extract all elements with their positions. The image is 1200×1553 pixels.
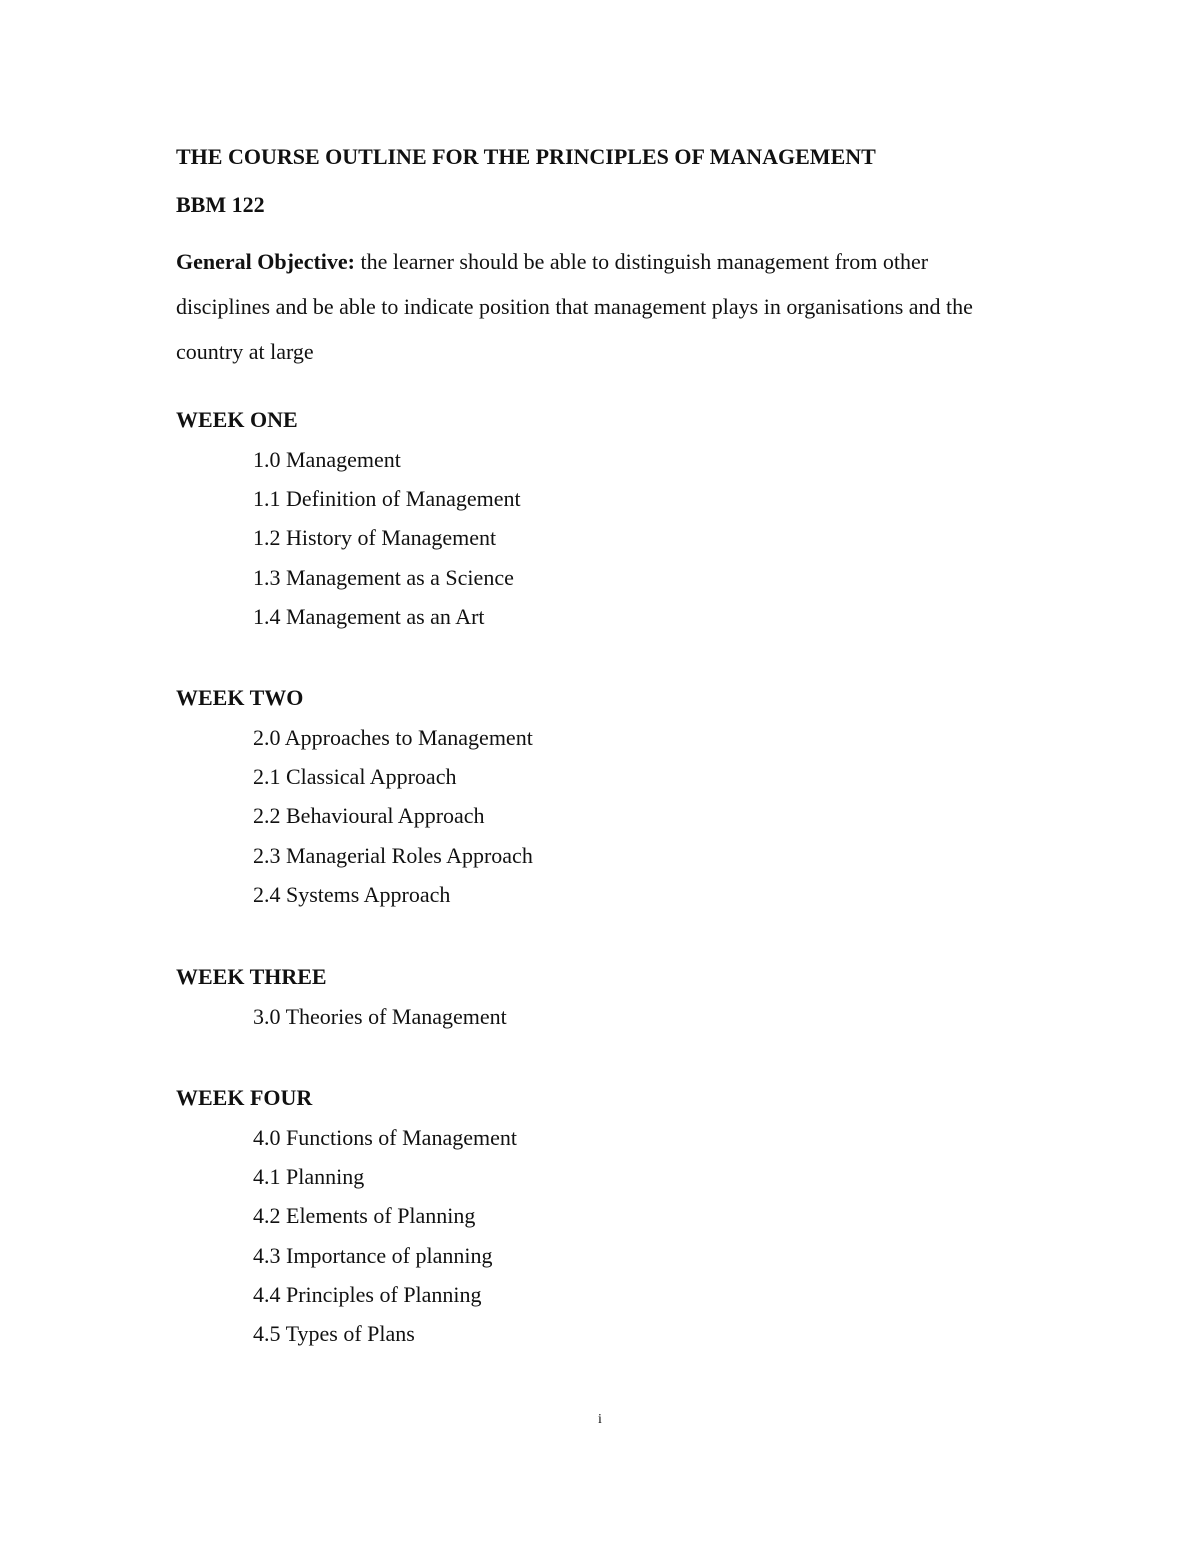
general-objective	[176, 239, 1006, 374]
week-heading: WEEK ONE	[176, 407, 298, 432]
topic-item: 3.0 Theories of Management	[253, 1004, 507, 1029]
topic-item: 1.1 Definition of Management	[253, 486, 521, 512]
week-three-section	[176, 964, 1076, 1043]
topic-item: 2.1 Classical Approach	[253, 764, 457, 790]
topic-item: 1.2 History of Management	[253, 525, 497, 551]
document-title: THE COURSE OUTLINE FOR THE PRINCIPLES OF MANAGEMENT	[176, 144, 876, 169]
page-number: i	[598, 1412, 602, 1427]
topic-item: 4.0 Functions of Management	[253, 1125, 517, 1150]
topic-item: 1.3 Management as a Science	[253, 564, 514, 590]
topic-list	[176, 725, 1076, 921]
objective-label: General Objective:	[176, 249, 355, 274]
week-heading: WEEK TWO	[176, 685, 304, 710]
topic-item: 2.2 Behavioural Approach	[253, 803, 485, 829]
topic-item: 1.0 Management	[253, 447, 401, 472]
week-two-section	[176, 685, 1076, 921]
week-heading: WEEK FOUR	[176, 1085, 313, 1110]
topic-item: 2.0 Approaches to Management	[253, 725, 533, 750]
topic-item: 4.4 Principles of Planning	[253, 1281, 482, 1307]
course-code: BBM 122	[176, 192, 265, 217]
week-heading: WEEK THREE	[176, 964, 327, 989]
topic-item: 4.1 Planning	[253, 1164, 365, 1190]
topic-item: 1.4 Management as an Art	[253, 603, 485, 629]
topic-item: 2.4 Systems Approach	[253, 881, 451, 907]
topic-list	[176, 1125, 1076, 1360]
topic-item: 4.5 Types of Plans	[253, 1320, 415, 1346]
week-four-section	[176, 1085, 1076, 1360]
topic-item: 2.3 Managerial Roles Approach	[253, 842, 533, 868]
topic-list	[176, 1004, 1076, 1043]
topic-item: 4.2 Elements of Planning	[253, 1203, 476, 1229]
topic-list	[176, 447, 1076, 643]
week-one-section	[176, 407, 1076, 643]
topic-item: 4.3 Importance of planning	[253, 1242, 493, 1268]
objective-text: the learner should be able to distinguish management from other disciplines and be able to indicate position that management plays in organisations and the country at large	[176, 249, 973, 364]
